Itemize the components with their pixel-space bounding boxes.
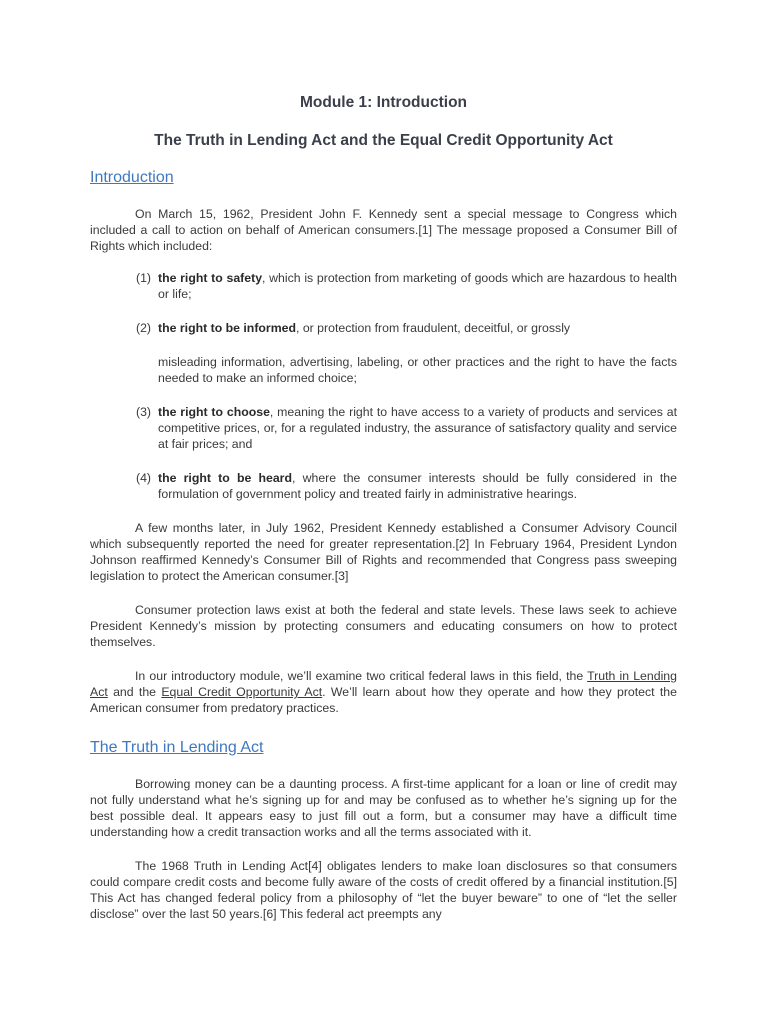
- list-item-continuation: misleading information, advertising, labeling, or other practices and the right to have the facts needed to make an informed choice;: [158, 355, 677, 385]
- list-item: [90, 270, 677, 302]
- paragraph-text: and the: [107, 685, 162, 699]
- intro-paragraph-3: Consumer protection laws exist at both the federal and state levels. These laws seek to achieve President Kennedy’s mission by protecting consumers and educating consumers on how to protect themselves.: [90, 603, 677, 649]
- consumer-rights-list: [90, 270, 677, 502]
- right-title: the right to be heard: [158, 471, 292, 485]
- list-item: [90, 470, 677, 502]
- truth-in-lending-act-link[interactable]: Truth in Lending Act: [90, 669, 677, 699]
- paragraph-text: In our introductory module, we’ll examine two critical federal laws in this field, the: [135, 669, 588, 683]
- intro-paragraph-2: A few months later, in July 1962, President Kennedy established a Consumer Advisory Council which subsequently reported the need for greater representation.[2] In February 1964, President Lyndon Johnson reaffirmed Kennedy’s Consumer Bill of Rights and recommended that Congress pass sweeping legislation to protect the American consumer.[3]: [90, 521, 677, 583]
- list-number: (2): [136, 321, 152, 335]
- module-title: Module 1: Introduction: [299, 94, 468, 111]
- paragraph-text: . We’ll learn about how they operate and how they protect the American consumer from predatory practices.: [90, 685, 677, 715]
- right-title: the right to be informed: [158, 321, 296, 335]
- document-title: The Truth in Lending Act and the Equal Credit Opportunity Act: [154, 132, 613, 149]
- right-title: the right to choose: [158, 405, 270, 419]
- right-description: , or protection from fraudulent, deceitful, or grossly: [296, 321, 571, 335]
- list-number: (3): [136, 405, 152, 419]
- right-description: , where the consumer interests should be fully considered in the formulation of government policy and treated fairly in administrative hearings.: [158, 471, 677, 501]
- right-description: , which is protection from marketing of goods which are hazardous to health or life;: [158, 271, 677, 301]
- tila-paragraph-2: The 1968 Truth in Lending Act[4] obligates lenders to make loan disclosures so that consumers could compare credit costs and become fully aware of the costs of credit offered by a financial institution.[5] This Act has changed federal policy from a philosophy of “let the buyer beware” to one of “let the seller disclose” over the last 50 years.[6] This federal act preempts any: [90, 859, 677, 921]
- introduction-heading[interactable]: Introduction: [90, 169, 174, 186]
- equal-credit-opportunity-act-link[interactable]: Equal Credit Opportunity Act: [161, 685, 323, 699]
- list-number: (1): [136, 271, 152, 285]
- right-description: , meaning the right to have access to a variety of products and services at competitive prices, or, for a regulated industry, the assurance of satisfactory quality and service at fair prices; and: [158, 405, 677, 451]
- right-title: the right to safety: [158, 271, 263, 285]
- list-item: [90, 320, 677, 336]
- intro-paragraph-4: [90, 668, 677, 716]
- document-body: [90, 94, 677, 922]
- list-item: [90, 404, 677, 452]
- tila-paragraph-1: Borrowing money can be a daunting process. A first-time applicant for a loan or line of credit may not fully understand what he’s signing up for and may be confused as to whether he’s signing up for the best possible deal. It appears easy to just fill out a form, but a consumer may have a difficult time understanding how a credit transaction works and all the terms associated with it.: [90, 777, 677, 839]
- list-number: (4): [136, 471, 152, 485]
- truth-in-lending-heading[interactable]: The Truth in Lending Act: [90, 739, 264, 756]
- intro-paragraph-1: On March 15, 1962, President John F. Kennedy sent a special message to Congress which included a call to action on behalf of American consumers.[1] The message proposed a Consumer Bill of Rights which included:: [90, 207, 677, 253]
